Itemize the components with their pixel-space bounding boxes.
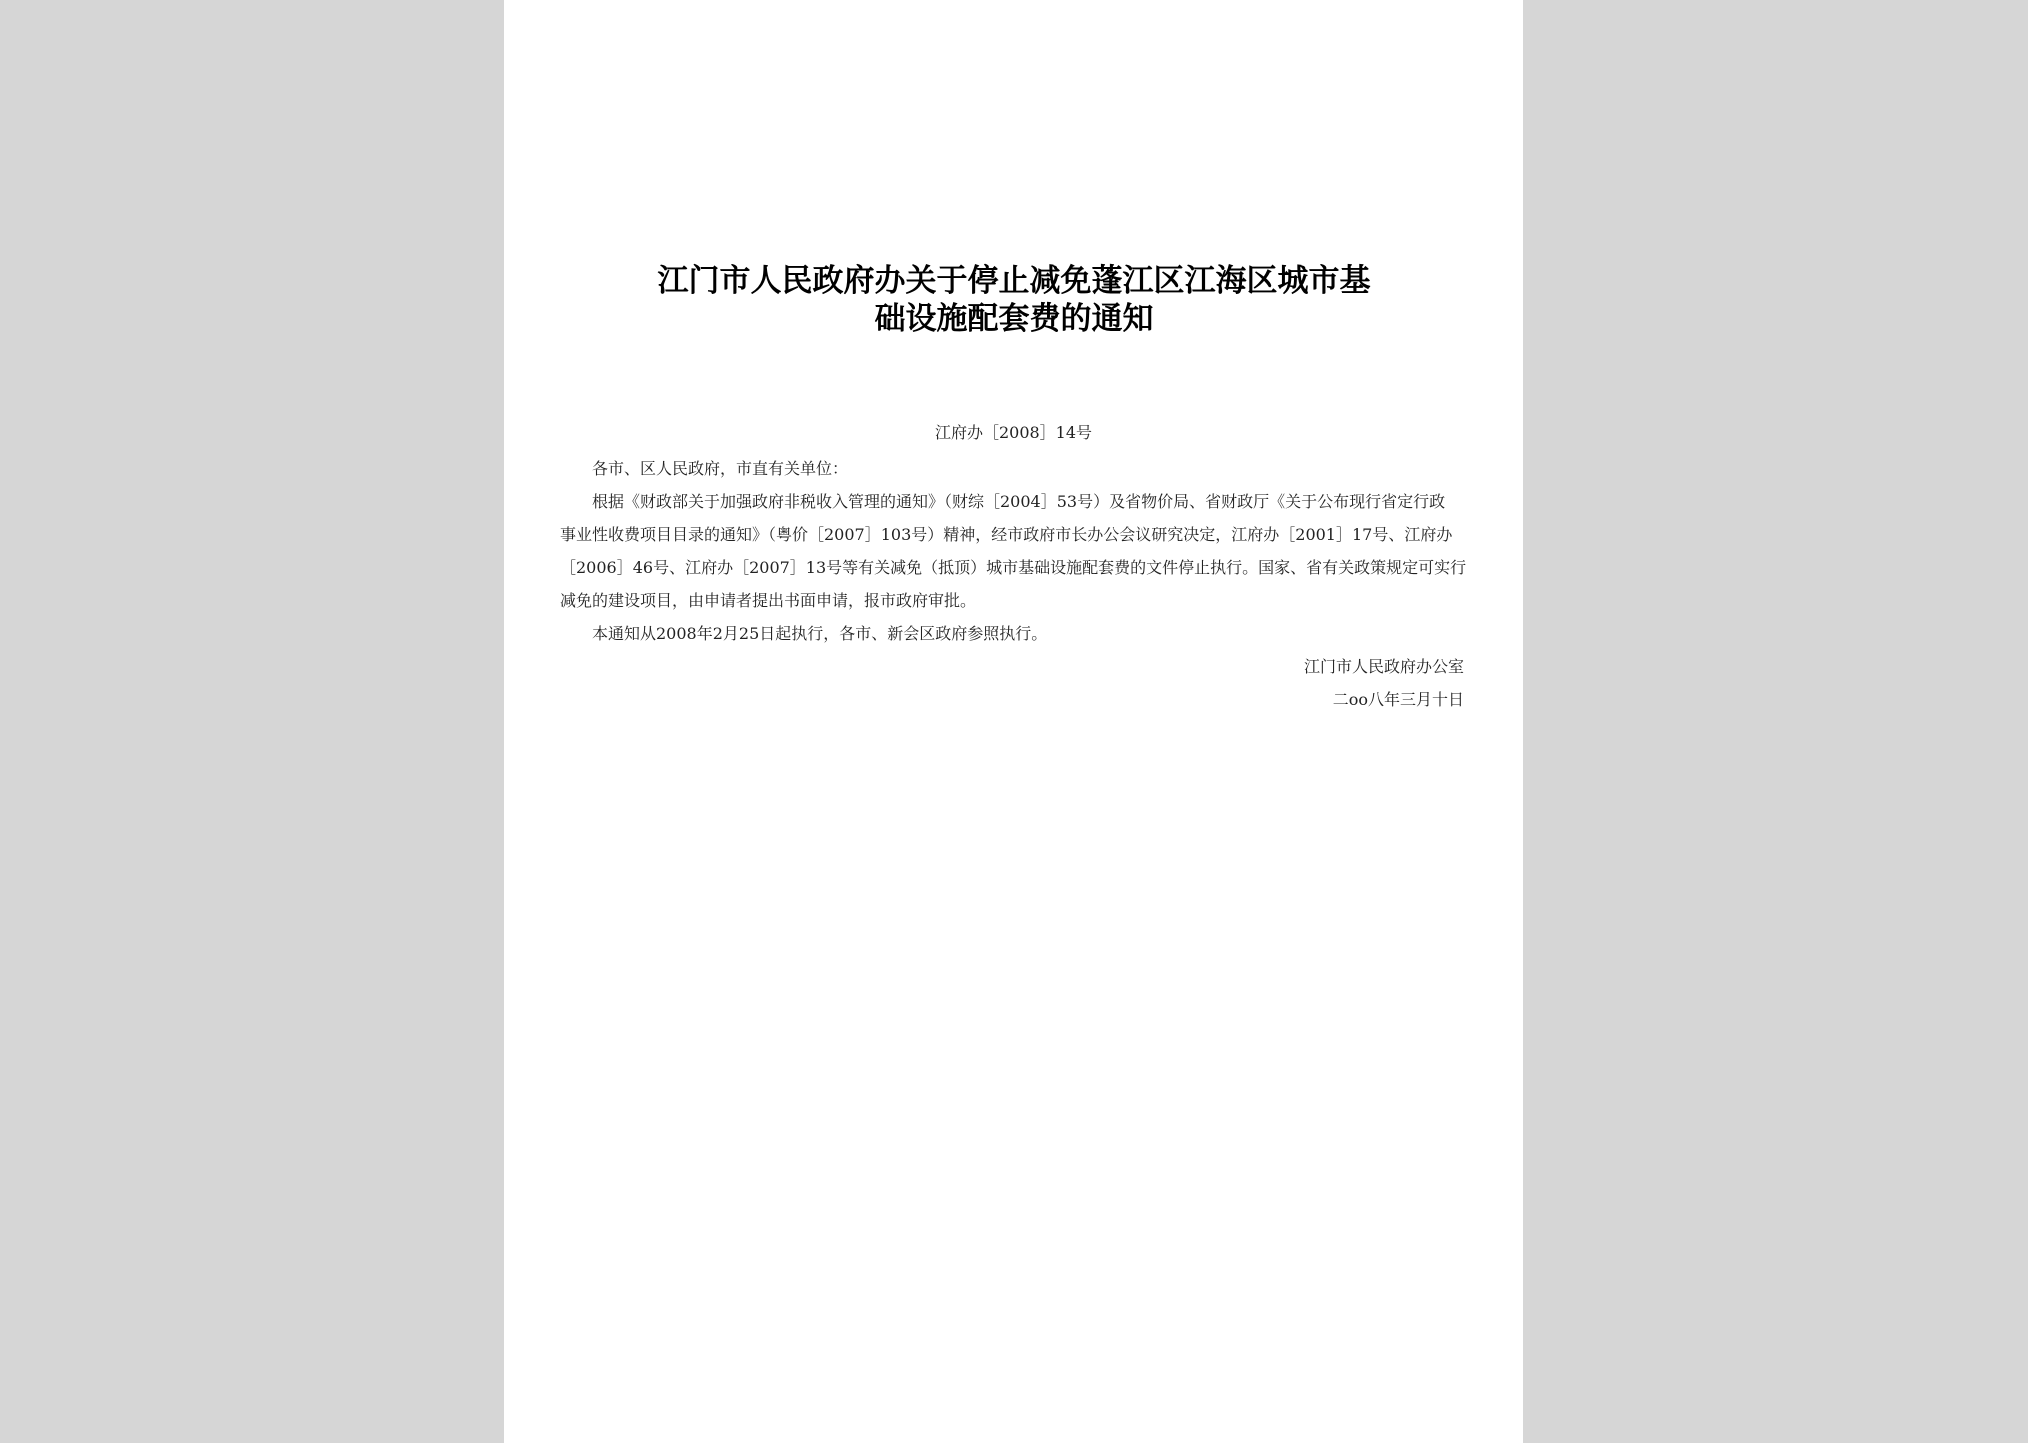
addressee: 各市、区人民政府，市直有关单位： <box>592 459 849 478</box>
paragraph-1-line-4: 减免的建设项目，由申请者提出书面申请，报市政府审批。 <box>560 591 977 610</box>
paragraph-1-line-1: 根据《财政部关于加强政府非税收入管理的通知》（财综［2004］53号）及省物价局、省财政厅《关于公布现行省定行政 <box>592 492 1446 511</box>
signature-block <box>1304 650 1464 716</box>
document-page <box>504 0 1523 1443</box>
signature-organization: 江门市人民政府办公室 <box>1303 657 1464 676</box>
title-line-2: 础设施配套费的通知 <box>874 301 1154 337</box>
paragraph-2: 本通知从2008年2月25日起执行，各市、新会区政府参照执行。 <box>592 624 1048 643</box>
document-number: 江府办［2008］14号 <box>934 423 1093 442</box>
title-line-1: 江门市人民政府办关于停止减免蓬江区江海区城市基 <box>657 263 1371 299</box>
document-title <box>584 262 1444 338</box>
paragraph-1-line-2: 事业性收费项目目录的通知》（粤价［2007］103号）精神，经市政府市长办公会议研究决定，江府办［2001］17号、江府办 <box>560 525 1453 544</box>
paragraph-1-line-3: ［2006］46号、江府办［2007］13号等有关减免（抵顶）城市基础设施配套费的文件停止执行。国家、省有关政策规定可实行 <box>560 558 1467 577</box>
document-body <box>560 452 1468 650</box>
signature-date: 二oo八年三月十日 <box>1332 690 1464 709</box>
